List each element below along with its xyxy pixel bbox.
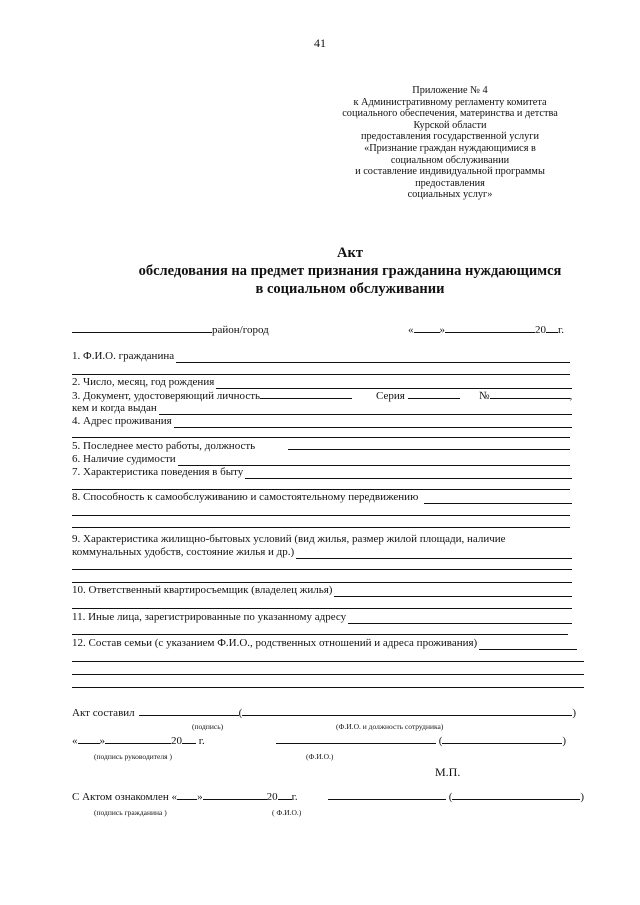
head-year-prefix: 20: [171, 735, 182, 747]
paren-close: ): [572, 707, 576, 719]
paren-open: (: [438, 735, 443, 747]
quote-open: «: [72, 735, 78, 747]
field-fio-label: 1. Ф.И.О. гражданина: [72, 350, 175, 362]
field-issued-row: [72, 402, 572, 415]
head-day-input[interactable]: [78, 734, 100, 744]
year-prefix: 20: [535, 324, 546, 336]
field-issued-input[interactable]: [159, 405, 572, 415]
field-family-input[interactable]: [479, 640, 577, 650]
field-tenant-label: 10. Ответственный квартиросъемщик (владелец жилья): [72, 584, 333, 596]
stamp-label: М.П.: [435, 765, 461, 779]
appendix-block: [320, 85, 580, 201]
field-behavior-label: 7. Характеристика поведения в быту: [72, 466, 244, 478]
appendix-line: социальных услуг»: [407, 189, 493, 201]
appendix-line: предоставления государственной услуги: [361, 131, 539, 143]
caption-signature: (подпись): [192, 722, 224, 731]
appendix-line: социальном обслуживании: [390, 154, 510, 166]
field-birthdate-label: 2. Число, месяц, год рождения: [72, 376, 215, 388]
underline: [72, 582, 572, 583]
field-housing-input[interactable]: [296, 549, 572, 559]
ack-day-input[interactable]: [177, 790, 197, 800]
field-behavior-input[interactable]: [245, 469, 572, 479]
number-comma: ,: [569, 390, 573, 402]
field-work-input[interactable]: [288, 440, 570, 450]
year-field[interactable]: [546, 323, 558, 333]
ack-fio-input[interactable]: [452, 790, 580, 800]
number-input[interactable]: [490, 389, 570, 399]
field-criminal-row: [72, 453, 570, 466]
ack-year-suffix: г.: [291, 791, 298, 803]
appendix-line: предоставления: [415, 177, 485, 189]
appendix-line: и составление индивидуальной программы: [355, 166, 545, 178]
field-selfcare-label: 8. Способность к самообслуживанию и самостоятельному передвижению: [72, 491, 419, 503]
ack-signature-input[interactable]: [328, 790, 446, 800]
field-issued-label: кем и когда выдан: [72, 402, 157, 414]
ack-year-prefix: 20: [266, 791, 278, 803]
underline: [72, 569, 572, 570]
field-housing-label1: 9. Характеристика жилищно-бытовых условий (вид жилья, размер жилой площади, наличие: [72, 533, 506, 545]
ack-quote-close: »: [197, 791, 203, 803]
underline: [72, 608, 572, 609]
series-input[interactable]: [408, 389, 460, 399]
caption-fio: (Ф.И.О.): [306, 752, 334, 761]
field-others-row: [72, 611, 572, 624]
field-fio-row: [72, 350, 570, 363]
field-housing-label2: коммунальных удобств, состояние жилья и др.): [72, 546, 295, 558]
underline: [72, 634, 568, 635]
composed-label: Акт составил: [72, 707, 135, 719]
field-birthdate-row: [72, 376, 572, 389]
quote-close: »: [99, 735, 105, 747]
field-work-label: 5. Последнее место работы, должность: [72, 440, 256, 452]
field-family-label: 12. Состав семьи (с указанием Ф.И.О., родственных отношений и адреса проживания): [72, 637, 478, 649]
field-selfcare-input[interactable]: [424, 494, 572, 504]
field-others-input[interactable]: [348, 614, 572, 624]
caption-head-signature: (подпись руководителя ): [94, 752, 172, 761]
underline: [72, 661, 584, 662]
paren-close: ): [562, 735, 567, 747]
underline: [72, 515, 570, 516]
ack-label: С Актом ознакомлен «: [72, 791, 178, 803]
month-field[interactable]: [445, 323, 535, 333]
underline: [72, 687, 584, 688]
head-signature-row: [72, 734, 582, 748]
head-month-input[interactable]: [105, 734, 171, 744]
underline: [72, 489, 570, 490]
underline: [72, 527, 570, 528]
caption-fio-position: (Ф.И.О. и должность сотрудника): [336, 722, 444, 731]
paren-close: ): [580, 791, 585, 803]
paren-open: (: [238, 707, 243, 719]
act-title: Акт: [337, 245, 363, 261]
field-document-label: 3. Документ, удостоверяющий личность: [72, 390, 261, 402]
appendix-line: к Административному регламенту комитета: [353, 96, 547, 108]
underline: [72, 374, 570, 375]
field-criminal-input[interactable]: [178, 456, 570, 466]
field-family-row: [72, 637, 577, 650]
field-criminal-label: 6. Наличие судимости: [72, 453, 176, 465]
head-fio-input[interactable]: [442, 734, 562, 744]
date-quote-close: »: [439, 324, 445, 336]
head-year-input[interactable]: [182, 734, 196, 744]
field-document-input[interactable]: [260, 389, 352, 399]
ack-month-input[interactable]: [203, 790, 267, 800]
field-fio-input[interactable]: [176, 353, 570, 363]
page-number: 41: [314, 36, 326, 50]
field-document-row: [72, 389, 577, 403]
underline: [72, 674, 584, 675]
field-address-label: 4. Адрес проживания: [72, 415, 172, 427]
field-tenant-row: [72, 584, 572, 597]
appendix-line: социального обеспечения, материнства и детства: [342, 108, 558, 120]
field-others-label: 11. Иные лица, зарегистрированные по указанному адресу: [72, 611, 347, 623]
day-field[interactable]: [414, 323, 440, 333]
field-selfcare-row: [72, 491, 572, 504]
appendix-line: «Признание граждан нуждающимися в: [364, 142, 536, 154]
act-subtitle-line2: в социальном обслуживании: [255, 281, 445, 297]
number-label: №: [479, 390, 490, 402]
field-housing-row: [72, 546, 572, 559]
composer-fio-input[interactable]: [242, 706, 572, 716]
head-name-input[interactable]: [276, 734, 436, 744]
underline: [72, 437, 570, 438]
composer-signature-input[interactable]: [139, 706, 239, 716]
field-work-row: [72, 440, 577, 453]
ack-year-input[interactable]: [278, 790, 292, 800]
appendix-line: Курской области: [413, 119, 487, 131]
district-field[interactable]: [72, 323, 212, 333]
appendix-line: Приложение № 4: [412, 85, 488, 96]
composed-row: [72, 706, 592, 720]
date-quote-open: «: [408, 324, 414, 336]
paren-open: (: [448, 791, 453, 803]
header-row: [72, 323, 577, 337]
year-suffix: г.: [558, 324, 565, 336]
field-address-input[interactable]: [174, 418, 572, 428]
field-behavior-row: [72, 466, 572, 479]
ack-row: [72, 790, 592, 804]
field-address-row: [72, 415, 572, 428]
field-birthdate-input[interactable]: [216, 379, 572, 389]
caption-fio2: ( Ф.И.О.): [272, 808, 302, 817]
series-label: Серия: [376, 390, 405, 402]
field-tenant-input[interactable]: [334, 587, 572, 597]
act-subtitle-line1: обследования на предмет признания гражданина нуждающимся: [138, 263, 562, 279]
caption-citizen-signature: (подпись гражданина ): [94, 808, 167, 817]
head-year-suffix: г.: [198, 735, 205, 747]
district-label: район/город: [212, 324, 269, 336]
